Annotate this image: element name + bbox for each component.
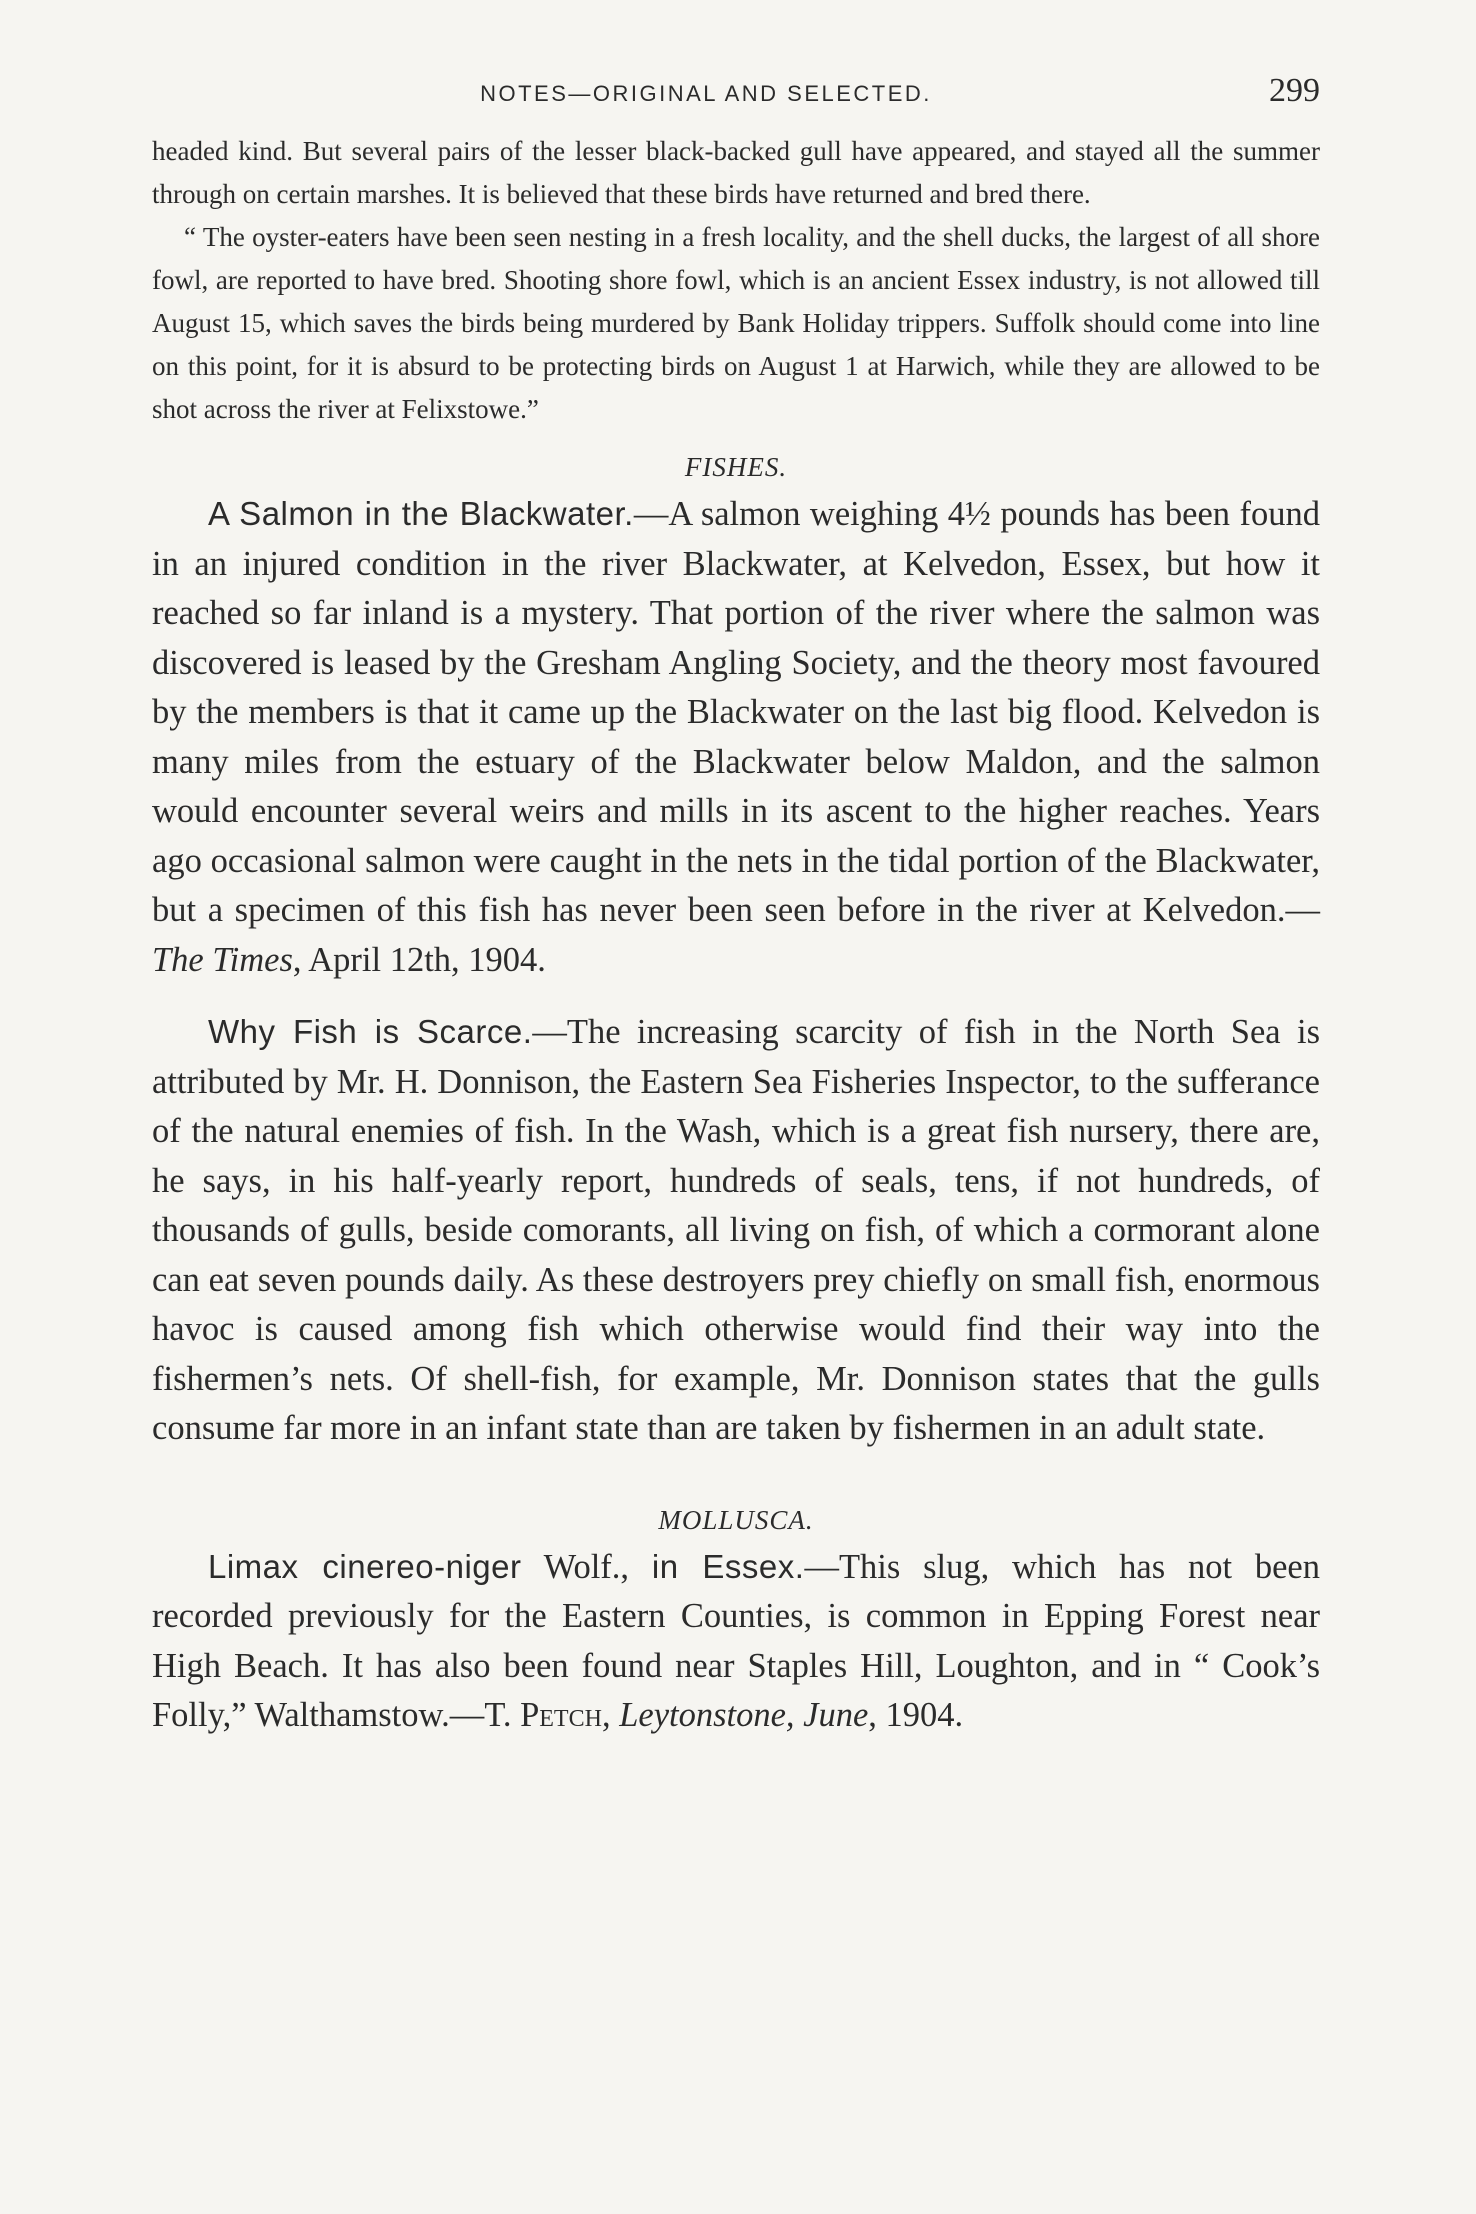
limax-note-separator: ,: [601, 1696, 620, 1734]
fishes-section: [152, 489, 1320, 1454]
page-number: 299: [1269, 72, 1320, 109]
limax-note-title: Limax cinereo-niger: [208, 1547, 522, 1585]
mollusca-section: [152, 1542, 1320, 1741]
section-heading-fishes: FISHES.: [684, 452, 788, 482]
birds-paragraph-2: “ The oyster-eaters have been seen nesting in a fresh locality, and the shell ducks, the largest of all shore fowl, are reported to have bred. Shooting shore fowl, which is an ancient Essex industry, is not allowed till August 15, which saves the birds being murdered by Bank Holiday trippers. Suffolk should come into line on this point, for it is absurd to be protecting birds on August 1 at Harwich, while they are allowed to be shot across the river at Felixstowe.”: [152, 222, 1320, 424]
limax-note: [152, 1542, 1320, 1741]
section-heading-mollusca: MOLLUSCA.: [658, 1504, 814, 1535]
limax-note-body: —This slug, which has not been recorded previously for the Eastern Counties, is common in Epping Forest near High Beach. It has also been found near Staples Hill, Loughton, and in “ Cook’s Folly,” Walthamstow.—: [152, 1547, 1320, 1734]
spacer: [152, 985, 1320, 1007]
limax-note-place: Leytonstone, June: [619, 1696, 869, 1734]
salmon-note-date: , April 12th, 1904.: [292, 940, 546, 979]
salmon-note-title: A Salmon in the Blackwater.: [208, 495, 634, 532]
limax-note-title-locality: in Essex.: [651, 1547, 805, 1585]
salmon-note-source: The Times: [152, 940, 293, 979]
running-title: NOTES—ORIGINAL AND SELECTED.: [480, 81, 932, 106]
limax-note-signer: T. Petch: [484, 1696, 602, 1734]
limax-note-year: , 1904.: [868, 1696, 964, 1734]
scarce-note-body: —The increasing scarcity of fish in the North Sea is attributed by Mr. H. Donnison, the Eastern Sea Fisheries Inspector, to the sufferance of the natural enemies of fish. In the Wash, which is a great fish nursery, there are, he says, in his half-yearly report, hundreds of seals, tens, if not hundreds, of thousands of gulls, beside comorants, all living on fish, of which a cormorant alone can eat seven pounds daily. As these destroyers prey chiefly on small fish, enormous havoc is caused among fish which otherwise would find their way into the fishermen’s nets. Of shell-fish, for example, Mr. Donnison states that the gulls consume far more in an infant state than are taken by fishermen in an adult state.: [152, 1013, 1320, 1447]
salmon-note: [152, 489, 1320, 985]
limax-note-author: Wolf.,: [521, 1547, 652, 1586]
spacer: [152, 1454, 1320, 1484]
running-header: [152, 72, 1320, 130]
birds-continuation: [152, 130, 1320, 431]
scarce-note: [152, 1007, 1320, 1454]
salmon-note-body: —A salmon weighing 4½ pounds has been found in an injured condition in the river Blackwater, at Kelvedon, Essex, but how it reached so far inland is a mystery. That portion of the river where the salmon was discovered is leased by the Gresham Angling Society, and the theory most favoured by the members is that it came up the Blackwater on the last big flood. Kelvedon is many miles from the estuary of the Blackwater below Maldon, and the salmon would encounter several weirs and mills in its ascent to the higher reaches. Years ago occasional salmon were caught in the nets in the tidal portion of the Blackwater, but a specimen of this fish has never been seen before in the river at Kelvedon.—: [152, 495, 1320, 929]
scarce-note-title: Why Fish is Scarce.: [208, 1013, 533, 1050]
birds-paragraph-1: headed kind. But several pairs of the lesser black-backed gull have appeared, and stayed all the summer through on certain marshes. It is believed that these birds have returned and bred there.: [152, 136, 1320, 209]
page: [152, 72, 1320, 1741]
